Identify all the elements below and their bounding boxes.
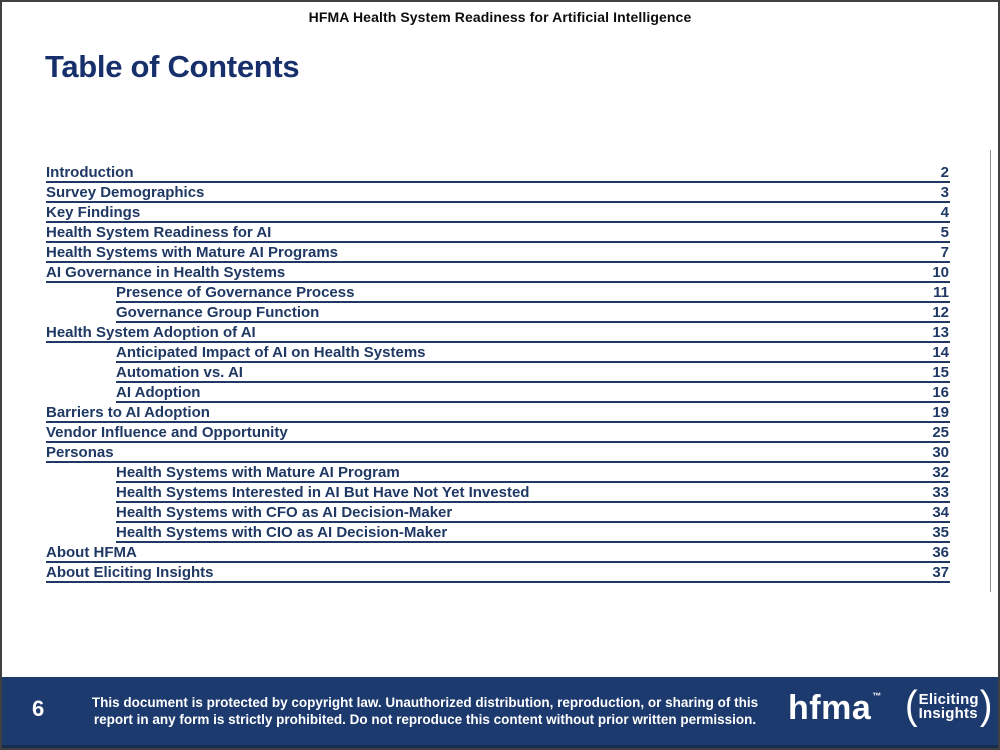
toc-entry-row[interactable] (46, 323, 950, 343)
eliciting-logo-line-1: Eliciting (918, 690, 979, 708)
toc-entry-page-number[interactable]: 16 (932, 384, 949, 401)
toc-entry-label[interactable]: Health System Adoption of AI (46, 324, 256, 341)
toc-entry-page-number[interactable]: 34 (932, 504, 949, 521)
toc-entry-page-number[interactable]: 13 (932, 324, 949, 341)
toc-entry-page-number[interactable]: 14 (932, 344, 949, 361)
toc-entry-page-number[interactable]: 15 (932, 364, 949, 381)
hfma-logo-text: hfma (788, 689, 872, 727)
toc-entry-row[interactable] (46, 183, 950, 203)
toc-entry-label[interactable]: Health Systems with CIO as AI Decision-Maker (116, 524, 448, 541)
toc-entry-page-number[interactable]: 4 (940, 204, 949, 221)
toc-entry-label[interactable]: Vendor Influence and Opportunity (46, 424, 288, 441)
toc-entry-label[interactable]: Health System Readiness for AI (46, 224, 272, 241)
page-title: Table of Contents (45, 49, 300, 84)
eliciting-logo-line-2: Insights (918, 704, 978, 722)
toc-entry-label[interactable]: AI Adoption (116, 384, 201, 401)
toc-entry-label[interactable]: Health Systems Interested in AI But Have Not Yet Invested (116, 484, 530, 501)
eliciting-logo-text (919, 692, 979, 721)
eliciting-logo-open-paren: ( (905, 683, 918, 729)
toc-entry-page-number[interactable]: 37 (932, 564, 949, 581)
toc-entry-label[interactable]: Health Systems with CFO as AI Decision-Maker (116, 504, 453, 521)
toc-entry-label[interactable]: About HFMA (46, 544, 137, 561)
toc-entry-page-number[interactable]: 12 (932, 304, 949, 321)
toc-entry-page-number[interactable]: 33 (932, 484, 949, 501)
toc-entry-page-number[interactable]: 7 (940, 244, 949, 261)
toc-entry-row[interactable] (46, 223, 950, 243)
toc-entry-page-number[interactable]: 19 (932, 404, 949, 421)
toc-entry-row[interactable] (116, 483, 950, 503)
toc-entry-page-number[interactable]: 11 (933, 284, 949, 301)
toc-entry-label[interactable]: Barriers to AI Adoption (46, 404, 210, 421)
toc-entry-label[interactable]: Presence of Governance Process (116, 284, 355, 301)
toc-entry-page-number[interactable]: 35 (932, 524, 949, 541)
toc-entry-page-number[interactable]: 36 (932, 544, 949, 561)
toc-entry-page-number[interactable]: 5 (940, 224, 949, 241)
toc-entry-page-number[interactable]: 3 (940, 184, 949, 201)
toc-entry-page-number[interactable]: 25 (932, 424, 949, 441)
toc-entry-label[interactable]: Automation vs. AI (116, 364, 243, 381)
hfma-logo (788, 689, 882, 728)
toc-entry-row[interactable] (116, 343, 950, 363)
toc-entry-page-number[interactable]: 2 (940, 164, 949, 181)
toc-entry-label[interactable]: Personas (46, 444, 114, 461)
toc-entry-row[interactable] (46, 163, 950, 183)
slide-number: 6 (32, 696, 45, 721)
toc-entry-label[interactable]: AI Governance in Health Systems (46, 264, 286, 281)
toc-entry-row[interactable] (116, 303, 950, 323)
toc-entry-label[interactable]: Governance Group Function (116, 304, 320, 321)
toc-entry-row[interactable] (116, 383, 950, 403)
toc-entry-row[interactable] (46, 563, 950, 583)
document-header-title: HFMA Health System Readiness for Artificial Intelligence (308, 9, 692, 25)
toc-entry-row[interactable] (46, 403, 950, 423)
toc-entry-label[interactable]: Survey Demographics (46, 184, 205, 201)
copyright-notice (74, 694, 776, 728)
toc-entry-label[interactable]: Anticipated Impact of AI on Health Systems (116, 344, 426, 361)
toc-entry-row[interactable] (116, 463, 950, 483)
toc-entry-label[interactable]: Health Systems with Mature AI Program (116, 464, 400, 481)
toc-entry-page-number[interactable]: 10 (932, 264, 949, 281)
toc-entry-row[interactable] (116, 283, 950, 303)
toc-entry-row[interactable] (46, 243, 950, 263)
toc-entry-page-number[interactable]: 30 (932, 444, 949, 461)
toc-entry-row[interactable] (46, 443, 950, 463)
eliciting-insights-logo (905, 683, 993, 729)
toc-entry-row[interactable] (116, 523, 950, 543)
toc-entry-label[interactable]: Introduction (46, 164, 134, 181)
toc-entry-page-number[interactable]: 32 (932, 464, 949, 481)
table-of-contents (46, 163, 950, 583)
toc-entry-label[interactable]: Key Findings (46, 204, 141, 221)
copyright-line-2: report in any form is strictly prohibited. Do not reproduce this content without prior written permission. (93, 712, 757, 727)
toc-entry-label[interactable]: About Eliciting Insights (46, 564, 214, 581)
copyright-line-1: This document is protected by copyright law. Unauthorized distribution, reproduction, or sharing of this (91, 695, 759, 710)
toc-entry-label[interactable]: Health Systems with Mature AI Programs (46, 244, 339, 261)
toc-entry-row[interactable] (116, 503, 950, 523)
toc-entry-row[interactable] (46, 203, 950, 223)
toc-entry-row[interactable] (46, 423, 950, 443)
toc-entry-row[interactable] (46, 263, 950, 283)
toc-right-border-line (990, 150, 991, 592)
eliciting-logo-close-paren: ) (979, 683, 993, 729)
hfma-trademark-mark: ™ (872, 691, 882, 701)
toc-entry-row[interactable] (116, 363, 950, 383)
footer-bar (2, 677, 998, 748)
toc-entry-row[interactable] (46, 543, 950, 563)
